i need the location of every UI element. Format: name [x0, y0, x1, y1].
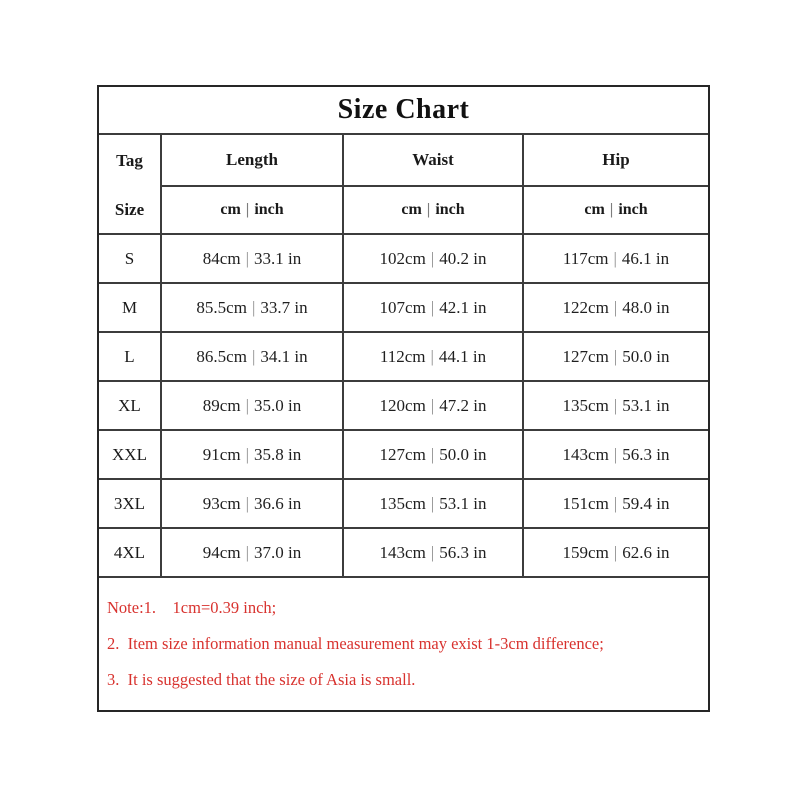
inch-value: 62.6 in [622, 542, 670, 562]
pipe-separator: | [613, 395, 618, 415]
cm-value: 102cm [379, 248, 426, 268]
waist-value-cell [344, 382, 522, 429]
pipe-separator: | [251, 346, 256, 366]
waist-value-cell [344, 333, 522, 380]
hip-value-cell [524, 382, 708, 429]
corner-header-tag-size [99, 135, 160, 233]
pipe-separator: | [430, 248, 435, 268]
pipe-separator: | [430, 297, 435, 317]
unit-header-length [162, 187, 342, 233]
cm-value: 127cm [379, 444, 426, 464]
cm-value: 94cm [202, 542, 241, 562]
hip-value-cell [524, 529, 708, 576]
inch-value: 42.1 in [439, 297, 487, 317]
cm-value: 135cm [562, 395, 609, 415]
note-line-3: 3. It is suggested that the size of Asia is small. [107, 670, 416, 689]
length-value-cell [162, 480, 342, 527]
cm-value: 120cm [379, 395, 426, 415]
inch-value: 53.1 in [622, 395, 670, 415]
unit-inch-label: inch [618, 201, 648, 218]
cm-value: 85.5cm [196, 297, 247, 317]
size-chart-table [97, 85, 710, 712]
pipe-separator: | [430, 542, 435, 562]
inch-value: 37.0 in [253, 542, 302, 562]
corner-header-line2: Size [114, 199, 145, 219]
pipe-separator: | [613, 248, 617, 268]
cm-value: 127cm [562, 346, 609, 366]
cm-value: 143cm [562, 444, 609, 464]
inch-value: 56.3 in [439, 542, 487, 562]
cm-value: 91cm [202, 444, 241, 464]
length-value-cell [162, 529, 342, 576]
cm-value: 159cm [562, 542, 609, 562]
length-value-cell [162, 431, 342, 478]
hip-value-cell [524, 333, 708, 380]
notes-section [99, 578, 708, 710]
pipe-separator: | [613, 346, 618, 366]
waist-value-cell [344, 529, 522, 576]
pipe-separator: | [245, 493, 249, 513]
unit-cm-label: cm [220, 201, 241, 218]
waist-value-cell [344, 431, 522, 478]
size-tag-cell: L [99, 333, 160, 380]
inch-value: 36.6 in [253, 493, 302, 513]
unit-header-hip [524, 187, 708, 233]
inch-value: 44.1 in [438, 346, 487, 366]
corner-header-line1: Tag [116, 150, 143, 170]
inch-value: 46.1 in [621, 248, 670, 268]
inch-value: 59.4 in [622, 493, 670, 513]
inch-value: 50.0 in [439, 444, 487, 464]
waist-value-cell [344, 284, 522, 331]
pipe-separator: | [609, 201, 614, 218]
unit-inch-label: inch [435, 201, 465, 218]
cm-value: 93cm [202, 493, 241, 513]
pipe-separator: | [613, 493, 618, 513]
pipe-separator: | [613, 297, 618, 317]
size-tag-cell: M [99, 284, 160, 331]
cm-value: 89cm [202, 395, 241, 415]
cm-value: 135cm [379, 493, 426, 513]
table-title: Size Chart [99, 87, 708, 133]
size-tag-cell: XL [99, 382, 160, 429]
size-tag-cell: XXL [99, 431, 160, 478]
pipe-separator: | [430, 346, 434, 366]
length-value-cell [162, 333, 342, 380]
column-header-length: Length [162, 135, 342, 185]
inch-value: 35.8 in [253, 444, 302, 464]
pipe-separator: | [430, 444, 435, 464]
inch-value: 33.1 in [253, 248, 302, 268]
unit-cm-label: cm [584, 201, 605, 218]
unit-inch-label: inch [254, 201, 284, 218]
hip-value-cell [524, 431, 708, 478]
hip-value-cell [524, 284, 708, 331]
length-value-cell [162, 284, 342, 331]
pipe-separator: | [245, 248, 249, 268]
hip-value-cell [524, 235, 708, 282]
pipe-separator: | [245, 201, 250, 218]
length-value-cell [162, 382, 342, 429]
size-tag-cell: 4XL [99, 529, 160, 576]
hip-value-cell [524, 480, 708, 527]
cm-value: 107cm [379, 297, 426, 317]
cm-value: 143cm [379, 542, 426, 562]
pipe-separator: | [245, 542, 249, 562]
note-line-2: 2. Item size information manual measurement may exist 1-3cm difference; [107, 634, 604, 653]
waist-value-cell [344, 480, 522, 527]
inch-value: 34.1 in [260, 346, 308, 366]
cm-value: 84cm [202, 248, 241, 268]
unit-header-waist [344, 187, 522, 233]
pipe-separator: | [245, 444, 249, 464]
pipe-separator: | [245, 395, 249, 415]
inch-value: 53.1 in [439, 493, 487, 513]
unit-cm-label: cm [401, 201, 422, 218]
inch-value: 56.3 in [622, 444, 670, 464]
cm-value: 86.5cm [196, 346, 247, 366]
size-tag-cell: 3XL [99, 480, 160, 527]
cm-value: 151cm [562, 493, 609, 513]
inch-value: 50.0 in [622, 346, 670, 366]
pipe-separator: | [613, 444, 618, 464]
inch-value: 35.0 in [253, 395, 302, 415]
inch-value: 48.0 in [622, 297, 670, 317]
cm-value: 112cm [379, 346, 426, 366]
pipe-separator: | [426, 201, 431, 218]
pipe-separator: | [613, 542, 618, 562]
inch-value: 40.2 in [439, 248, 487, 268]
pipe-separator: | [251, 297, 256, 317]
size-tag-cell: S [99, 235, 160, 282]
inch-value: 47.2 in [439, 395, 487, 415]
length-value-cell [162, 235, 342, 282]
cm-value: 122cm [562, 297, 609, 317]
pipe-separator: | [430, 493, 435, 513]
note-line-1: Note:1. 1cm=0.39 inch; [107, 598, 277, 617]
cm-value: 117cm [562, 248, 609, 268]
pipe-separator: | [430, 395, 435, 415]
waist-value-cell [344, 235, 522, 282]
inch-value: 33.7 in [260, 297, 308, 317]
column-header-hip: Hip [524, 135, 708, 185]
column-header-waist: Waist [344, 135, 522, 185]
